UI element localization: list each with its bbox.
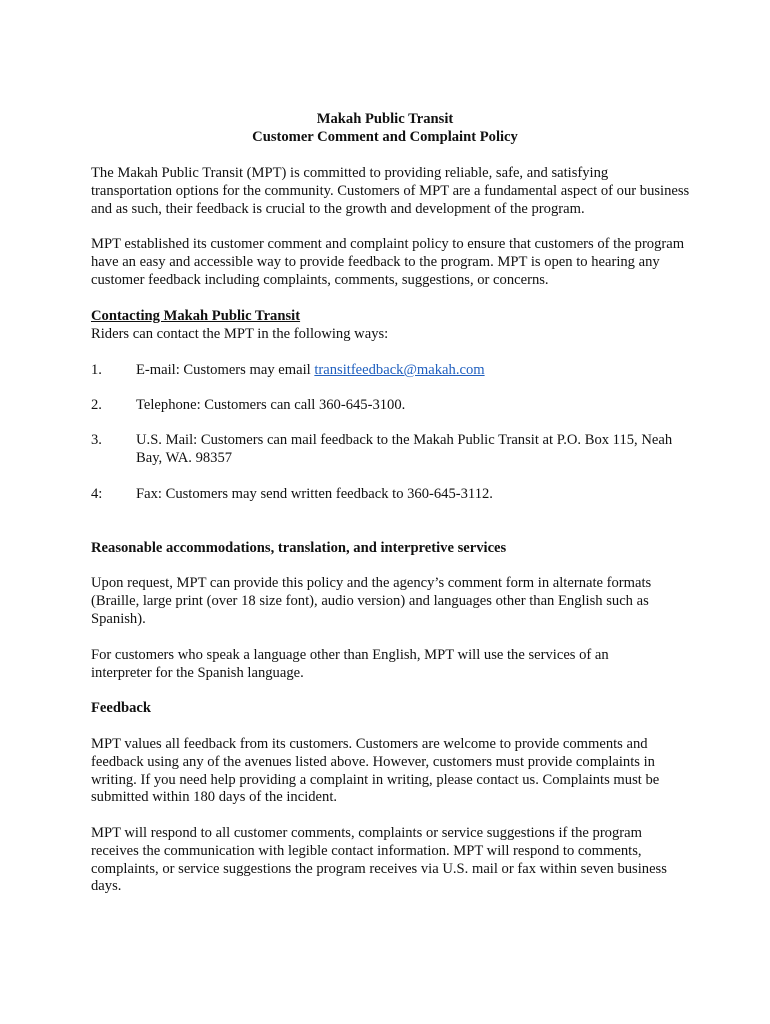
document-title bbox=[0, 111, 770, 147]
title-line-2: Customer Comment and Complaint Policy bbox=[252, 129, 518, 145]
feedback-paragraph-2: MPT will respond to all customer comments, complaints or service suggestions if the program receives the communication with legible contact information. MPT will respond to comments, complaints, or service suggestions the program receives via U.S. mail or fax within seven business days. bbox=[91, 825, 667, 895]
list-text: U.S. Mail: Customers can mail feedback to the Makah Public Transit at P.O. Box 115, Neah Bay, WA. 98357 bbox=[136, 432, 673, 466]
accommodations-heading: Reasonable accommodations, translation, and interpretive services bbox=[91, 540, 507, 556]
intro-paragraph-1: The Makah Public Transit (MPT) is committed to providing reliable, safe, and satisfying transportation options for the community. Customers of MPT are a fundamental aspect of our business and as such, their feedback is crucial to the growth and development of the program. bbox=[91, 165, 690, 217]
intro-paragraph-2: MPT established its customer comment and complaint policy to ensure that customers of the program have an easy and accessible way to provide feedback to the program. MPT is open to hearing any customer feedback including complaints, comments, suggestions, or concerns. bbox=[91, 236, 685, 288]
list-text: Fax: Customers may send written feedback to 360-645-3112. bbox=[136, 486, 493, 502]
accommodations-paragraph-2: For customers who speak a language other than English, MPT will use the services of an interpreter for the Spanish language. bbox=[91, 647, 609, 681]
email-label: E-mail: Customers may email bbox=[136, 362, 315, 378]
list-number: 1. bbox=[91, 362, 102, 378]
accommodations-paragraph-1: Upon request, MPT can provide this policy and the agency’s comment form in alternate formats (Braille, large print (over 18 size font), audio version) and languages other than English such as Spanish). bbox=[91, 575, 652, 627]
contact-heading: Contacting Makah Public Transit bbox=[91, 308, 301, 324]
list-text bbox=[136, 362, 691, 380]
feedback-heading: Feedback bbox=[91, 700, 151, 716]
feedback-paragraph-1: MPT values all feedback from its customers. Customers are welcome to provide comments and feedback using any of the avenues listed above. However, customers must provide complaints in writing. If you need help providing a complaint in writing, please contact us. Complaints must be submitted within 180 days of the incident. bbox=[91, 736, 660, 806]
list-number: 3. bbox=[91, 432, 102, 448]
title-line-1: Makah Public Transit bbox=[316, 111, 454, 127]
list-number: 4: bbox=[91, 486, 103, 502]
list-number: 2. bbox=[91, 397, 102, 413]
list-text: Telephone: Customers can call 360-645-3100. bbox=[136, 397, 406, 413]
email-link[interactable]: transitfeedback@makah.com bbox=[314, 362, 485, 378]
contact-intro: Riders can contact the MPT in the following ways: bbox=[91, 326, 389, 342]
